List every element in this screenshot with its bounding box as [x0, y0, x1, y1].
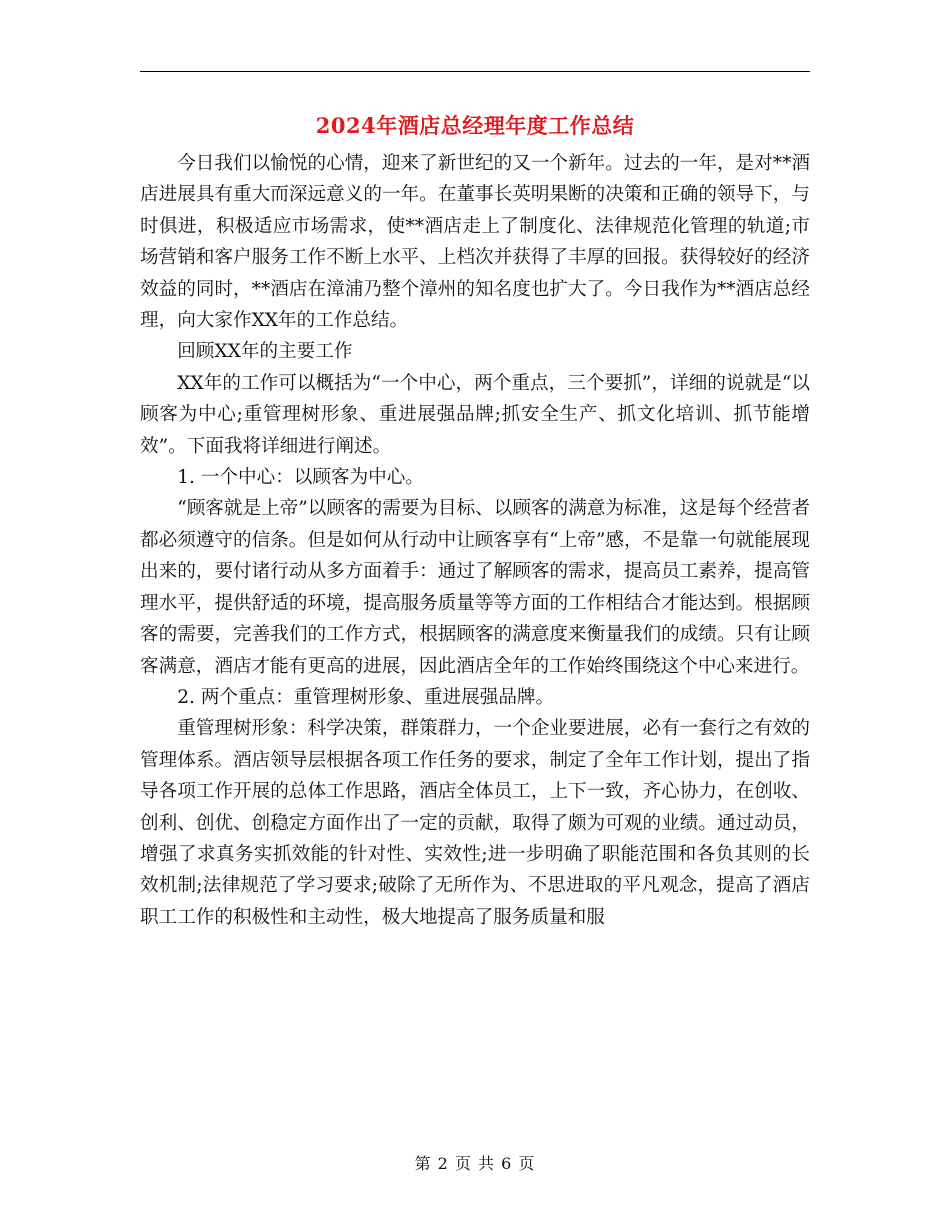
paragraph-section-1-body: “顾客就是上帝”以顾客的需要为目标、以顾客的满意为标准，这是每个经营者都必须遵守的信条。但是如何从行动中让顾客享有“上帝”感，不是靠一句就能展现出来的，要付诸行动从多方面着手：通过了解顾客的需求，提高员工素养，提高管理水平，提供舒适的环境，提高服务质量等等方面的工作相结合才能达到。根据顾客的需要，完善我们的工作方式，根据顾客的满意度来衡量我们的成绩。只有让顾客满意，酒店才能有更高的进展，因此酒店全年的工作始终围绕这个中心来进行。	[140, 498, 810, 677]
paragraph-summary: XX年的工作可以概括为“一个中心，两个重点，三个要抓”，详细的说就是“以顾客为中心;重管理树形象、重进展强品牌;抓安全生产、抓文化培训、抓节能增效”。下面我将详细进行阐述。	[140, 372, 810, 457]
paragraph-section-1-heading: 1. 一个中心：以顾客为中心。	[177, 467, 424, 489]
header-rule	[140, 71, 810, 72]
document-title: 2024年酒店总经理年度工作总结	[315, 113, 635, 138]
document-body	[140, 148, 810, 933]
page-number: 第 2 页 共 6 页	[414, 1154, 536, 1173]
paragraph-intro: 今日我们以愉悦的心情，迎来了新世纪的又一个新年。过去的一年，是对**酒店进展具有重大而深远意义的一年。在董事长英明果断的决策和正确的领导下，与时俱进，积极适应市场需求，使**酒店走上了制度化、法律规范化管理的轨道;市场营销和客户服务工作不断上水平、上档次并获得了丰厚的回报。获得较好的经济效益的同时，**酒店在漳浦乃整个漳州的知名度也扩大了。今日我作为**酒店总经理，向大家作XX年的工作总结。	[140, 153, 810, 332]
paragraph-review-heading: 回顾XX年的主要工作	[177, 341, 353, 363]
paragraph-section-2-body: 重管理树形象：科学决策，群策群力，一个企业要进展，必有一套行之有效的管理体系。酒店领导层根据各项工作任务的要求，制定了全年工作计划，提出了指导各项工作开展的总体工作思路，酒店全体员工，上下一致，齐心协力，在创收、创利、创优、创稳定方面作出了一定的贡献，取得了颇为可观的业绩。通过动员，增强了求真务实抓效能的针对性、实效性;进一步明确了职能范围和各负其则的长效机制;法律规范了学习要求;破除了无所作为、不思进取的平凡观念，提高了酒店职工工作的积极性和主动性，极大地提高了服务质量和服	[140, 718, 810, 928]
paragraph-section-2-heading: 2. 两个重点：重管理树形象、重进展强品牌。	[177, 686, 555, 708]
